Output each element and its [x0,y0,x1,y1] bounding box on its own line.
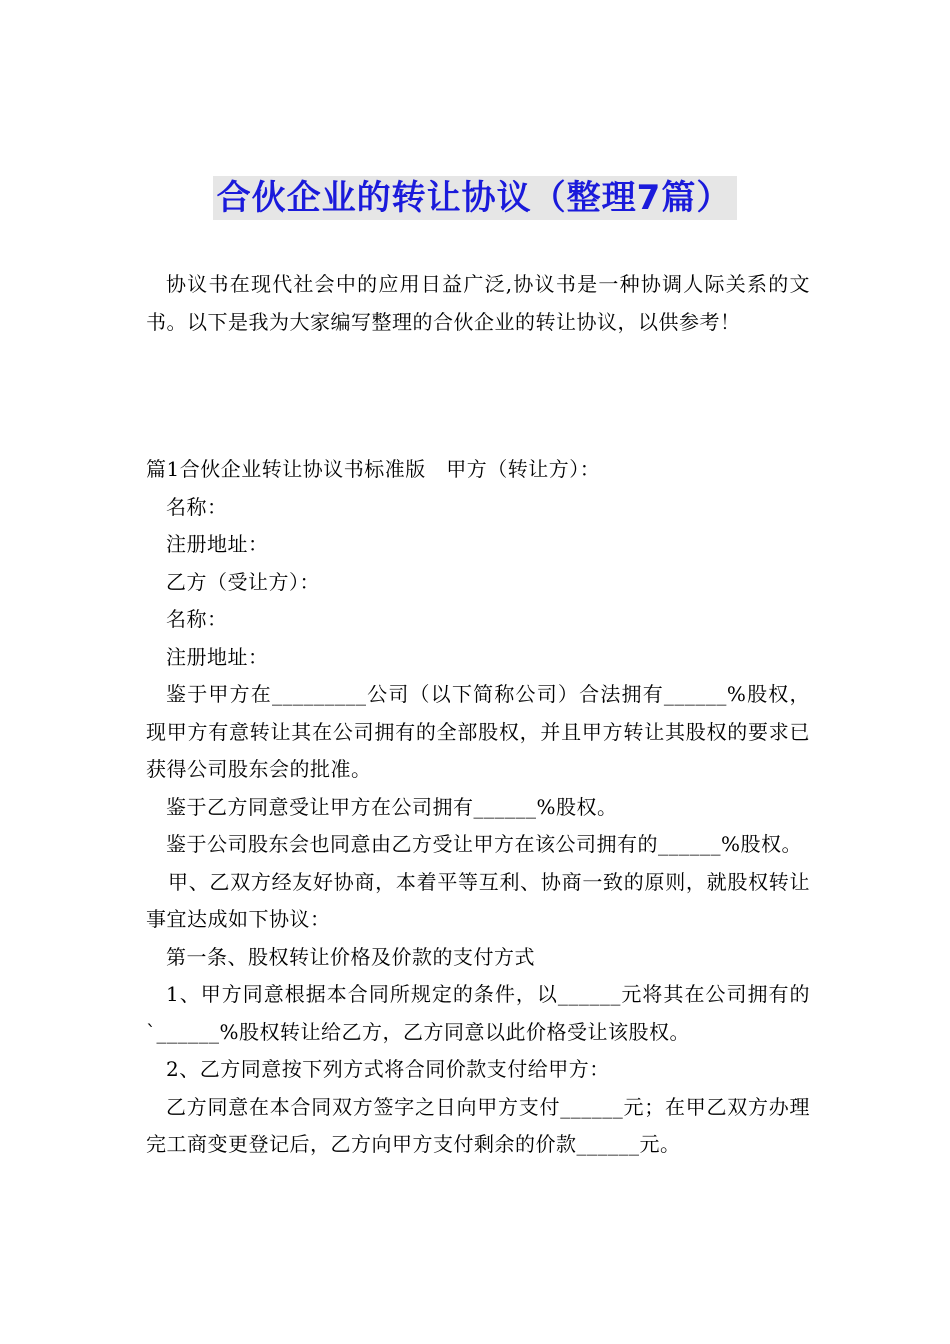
article-1-clause-1: 1、甲方同意根据本合同所规定的条件，以______元将其在公司拥有的`______%股权转让给乙方，乙方同意以此价格受让该股权。 [146,982,810,1044]
recital-paragraph-2: 鉴于乙方同意受让甲方在公司拥有______%股权。 [166,794,618,819]
intro-paragraph: 协议书在现代社会中的应用日益广泛,协议书是一种协调人际关系的文书。以下是我为大家编写整理的合伙企业的转让协议，以供参考！ [146,272,810,334]
title-container [0,176,950,220]
party-b-address-label: 注册地址： [166,644,269,669]
section-heading-party-a: 篇1合伙企业转让协议书标准版 甲方（转让方）： [146,457,601,481]
party-b-heading: 乙方（受让方）： [166,569,320,594]
payment-terms-paragraph: 乙方同意在本合同双方签字之日向甲方支付______元；在甲乙双方办理完工商变更登记后，乙方向甲方支付剩余的价款______元。 [146,1094,810,1156]
recital-paragraph-3: 鉴于公司股东会也同意由乙方受让甲方在该公司拥有的______%股权。 [166,832,803,856]
party-a-address-label: 注册地址： [166,532,269,556]
agreement-preamble: 甲、乙双方经友好协商，本着平等互利、协商一致的原则，就股权转让事宜达成如下协议： [146,869,810,931]
party-b-name-label: 名称： [166,607,228,631]
document-title: 合伙企业的转让协议（整理7篇） [213,176,738,220]
intro-section [146,266,810,341]
article-1-clause-2: 2、乙方同意按下列方式将合同价款支付给甲方： [166,1057,610,1081]
agreement-body [146,451,810,1164]
article-1-heading: 第一条、股权转让价格及价款的支付方式 [166,944,535,969]
recital-paragraph-1: 鉴于甲方在_________公司（以下简称公司）合法拥有______%股权，现甲方有意转让其在公司拥有的全部股权，并且甲方转让其股权的要求已获得公司股东会的批准。 [146,682,810,781]
party-a-name-label: 名称： [166,494,228,519]
